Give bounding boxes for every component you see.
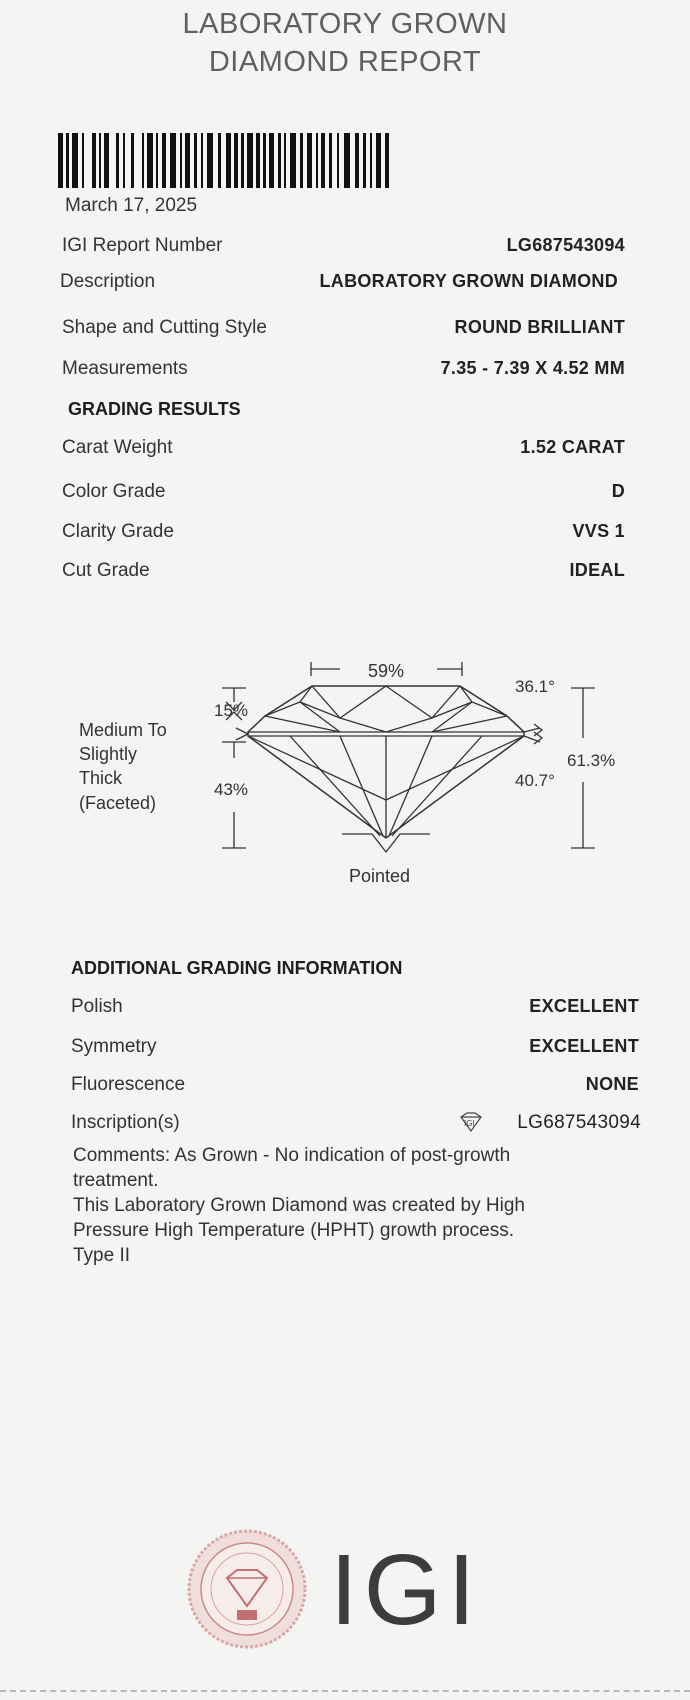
report-title-line2: DIAMOND REPORT — [208, 46, 482, 78]
report-number-label: IGI Report Number — [62, 235, 223, 256]
inscription-row — [71, 1112, 641, 1142]
symmetry-value: EXCELLENT — [529, 1036, 639, 1056]
comments-block — [73, 1143, 633, 1268]
carat-value: 1.52 CARAT — [520, 437, 625, 457]
comments-line2: treatment. — [73, 1170, 159, 1191]
comments-line5: Type II — [73, 1245, 131, 1266]
polish-row — [71, 996, 639, 1026]
carat-label: Carat Weight — [62, 437, 173, 458]
color-label: Color Grade — [62, 481, 166, 502]
inscription-value: LG687543094 — [517, 1112, 641, 1133]
report-date: March 17, 2025 — [65, 195, 198, 216]
clarity-label: Clarity Grade — [62, 521, 174, 542]
shape-label: Shape and Cutting Style — [62, 317, 267, 338]
clarity-value: VVS 1 — [572, 521, 625, 541]
perforation-line — [0, 1690, 690, 1692]
description-value: LABORATORY GROWN DIAMOND — [319, 271, 618, 291]
culet-label: Pointed — [349, 866, 411, 886]
polish-value: EXCELLENT — [529, 996, 639, 1016]
symmetry-row — [71, 1036, 639, 1066]
girdle-line4: (Faceted) — [79, 793, 157, 813]
svg-text:IGI: IGI — [464, 1119, 475, 1128]
fluorescence-label: Fluorescence — [71, 1074, 186, 1095]
description-label: Description — [60, 271, 156, 292]
comments-line4: Pressure High Temperature (HPHT) growth process. — [73, 1220, 515, 1241]
symmetry-label: Symmetry — [71, 1036, 157, 1057]
report-number-value: LG687543094 — [506, 235, 625, 255]
color-row — [62, 481, 625, 511]
cut-label: Cut Grade — [62, 560, 150, 581]
girdle-line3: Thick — [79, 768, 123, 788]
comments-line3: This Laboratory Grown Diamond was created by High — [73, 1195, 525, 1216]
measurements-value: 7.35 - 7.39 X 4.52 MM — [440, 358, 625, 378]
crown-height: 15% — [214, 701, 249, 720]
total-depth: 61.3% — [567, 751, 616, 770]
igi-logo: IGI — [330, 1534, 482, 1646]
clarity-row — [62, 521, 625, 551]
shape-row — [62, 317, 625, 347]
report-title-line1: LABORATORY GROWN — [182, 8, 508, 40]
measurements-row — [62, 358, 625, 388]
inscription-label: Inscription(s) — [71, 1112, 180, 1133]
girdle-line1: Medium To — [79, 720, 167, 740]
carat-row — [62, 437, 625, 467]
measurements-label: Measurements — [62, 358, 188, 379]
girdle-line2: Slightly — [79, 744, 138, 764]
barcode — [58, 133, 393, 188]
color-value: D — [611, 481, 625, 501]
pavilion-depth: 43% — [214, 780, 249, 799]
fluorescence-row — [71, 1074, 639, 1104]
report-number-row — [62, 235, 625, 265]
igi-seal-icon — [186, 1528, 308, 1650]
table-percentage: 59% — [368, 661, 405, 681]
igi-inscription-icon — [457, 1111, 485, 1133]
pavilion-angle: 40.7° — [515, 771, 555, 790]
comments-line1: Comments: As Grown - No indication of post-growth — [73, 1145, 511, 1166]
description-row — [60, 271, 618, 301]
grading-results-heading: GRADING RESULTS — [68, 399, 241, 419]
fluorescence-value: NONE — [585, 1074, 639, 1094]
additional-grading-heading: ADDITIONAL GRADING INFORMATION — [71, 958, 403, 978]
cut-row — [62, 560, 625, 590]
cut-value: IDEAL — [569, 560, 625, 580]
crown-angle: 36.1° — [515, 677, 555, 696]
polish-label: Polish — [71, 996, 123, 1017]
shape-value: ROUND BRILLIANT — [454, 317, 625, 337]
